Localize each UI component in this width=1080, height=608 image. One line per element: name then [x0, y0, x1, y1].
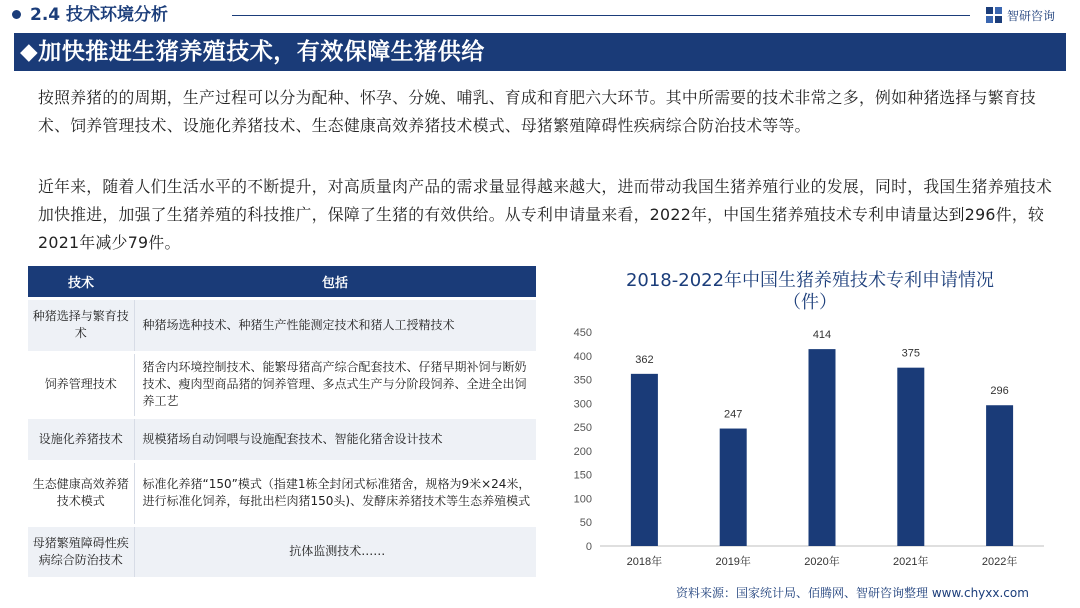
table-cell-technology: 生态健康高效养猪技术模式 — [28, 461, 134, 525]
table-row — [28, 352, 536, 417]
patent-paragraph: 近年来，随着人们生活水平的不断提升，对高质量肉产品的需求量显得越来越大，进而带动我国生猪养殖行业的发展，同时，我国生猪养殖技术加快推进，加强了生猪养殖的科技推广，保障了生猪的有效供给。从专利申请量来看，2022年，中国生猪养殖技术专利申请量达到296件，较2021年减少79件。 — [38, 177, 1053, 252]
chart-subtitle: （件） — [783, 292, 837, 313]
table-row — [28, 298, 536, 352]
table-cell-includes: 规模猪场自动饲喂与设施配套技术、智能化猪舍设计技术 — [134, 417, 536, 461]
table-cell-technology: 饲养管理技术 — [28, 352, 134, 417]
bar — [720, 429, 747, 546]
y-tick-label: 150 — [573, 469, 592, 482]
chart-title: 2018-2022年中国生猪养殖技术专利申请情况 — [625, 270, 995, 291]
y-tick-label: 450 — [573, 327, 592, 339]
intro-paragraph: 按照养猪的的周期，生产过程可以分为配种、怀孕、分娩、哺乳、育成和育肥六大环节。其中所需要的技术非常之多，例如种猪选择与繁育技术、饲养管理技术、设施化养猪技术、生态健康高效养猪技术模式、母猪繁殖障碍性疾病综合防治技术等等。 — [38, 88, 1037, 135]
brand — [985, 5, 1055, 25]
bar — [809, 349, 836, 546]
table-row — [28, 461, 536, 525]
source-note: 资料来源：国家统计局、佰腾网、智研咨询整理 www.chyxx.com — [676, 586, 1029, 600]
table-header-row — [28, 266, 536, 298]
headline-title: ◆加快推进生猪养殖技术，有效保障生猪供给 — [20, 39, 485, 65]
x-tick-label: 2022年 — [981, 556, 1018, 568]
x-tick-label: 2021年 — [893, 556, 929, 568]
table-row — [28, 417, 536, 461]
x-tick-label: 2018年 — [626, 556, 663, 568]
chart-title-block — [560, 270, 1060, 314]
section-divider — [232, 15, 970, 16]
data-label: 247 — [724, 408, 743, 421]
y-tick-label: 200 — [573, 445, 592, 458]
x-tick-label: 2019年 — [715, 556, 751, 568]
bar — [631, 374, 658, 546]
table-cell-technology: 母猪繁殖障碍性疾病综合防治技术 — [28, 525, 134, 577]
table-row — [28, 525, 536, 577]
table-cell-includes: 抗体监测技术…… — [134, 525, 536, 577]
y-tick-label: 250 — [573, 422, 592, 435]
table-cell-technology: 种猪选择与繁育技术 — [28, 298, 134, 352]
headline-banner — [14, 33, 1066, 71]
table-header-technology: 技术 — [28, 266, 134, 298]
section-bullet — [12, 10, 21, 19]
data-label: 375 — [901, 347, 920, 360]
y-tick-label: 50 — [579, 517, 592, 530]
table-cell-includes: 猪舍内环境控制技术、能繁母猪高产综合配套技术、仔猪早期补饲与断奶技术、瘦肉型商品猪的饲养管理、多点式生产与分阶段饲养、全进全出饲养工艺 — [134, 352, 536, 417]
y-tick-label: 300 — [573, 398, 592, 411]
data-label: 296 — [990, 385, 1009, 398]
technology-table — [28, 266, 536, 577]
bar — [897, 368, 924, 546]
patent-bar-chart — [556, 318, 1056, 580]
table-cell-includes: 种猪场选种技术、种猪生产性能测定技术和猪人工授精技术 — [134, 298, 536, 352]
data-label: 362 — [635, 353, 654, 366]
y-tick-label: 400 — [573, 350, 592, 363]
data-label: 414 — [812, 329, 832, 342]
section-title: 2.4 技术环境分析 — [30, 5, 169, 25]
brand-logo-icon — [985, 6, 1003, 24]
table-cell-includes: 标准化养猪“150”模式（指建1栋全封闭式标准猪舍，规格为9米×24米，进行标准化饲养，每批出栏肉猪150头)、发酵床养猪技术等生态养殖模式 — [134, 461, 536, 525]
bar — [986, 405, 1013, 546]
y-tick-label: 350 — [573, 374, 592, 387]
y-tick-label: 100 — [573, 493, 592, 506]
table-header-includes: 包括 — [134, 266, 536, 298]
x-tick-label: 2020年 — [804, 556, 840, 568]
table-cell-technology: 设施化养猪技术 — [28, 417, 134, 461]
y-tick-label: 0 — [585, 541, 592, 553]
brand-name: 智研咨询 — [1007, 8, 1056, 23]
